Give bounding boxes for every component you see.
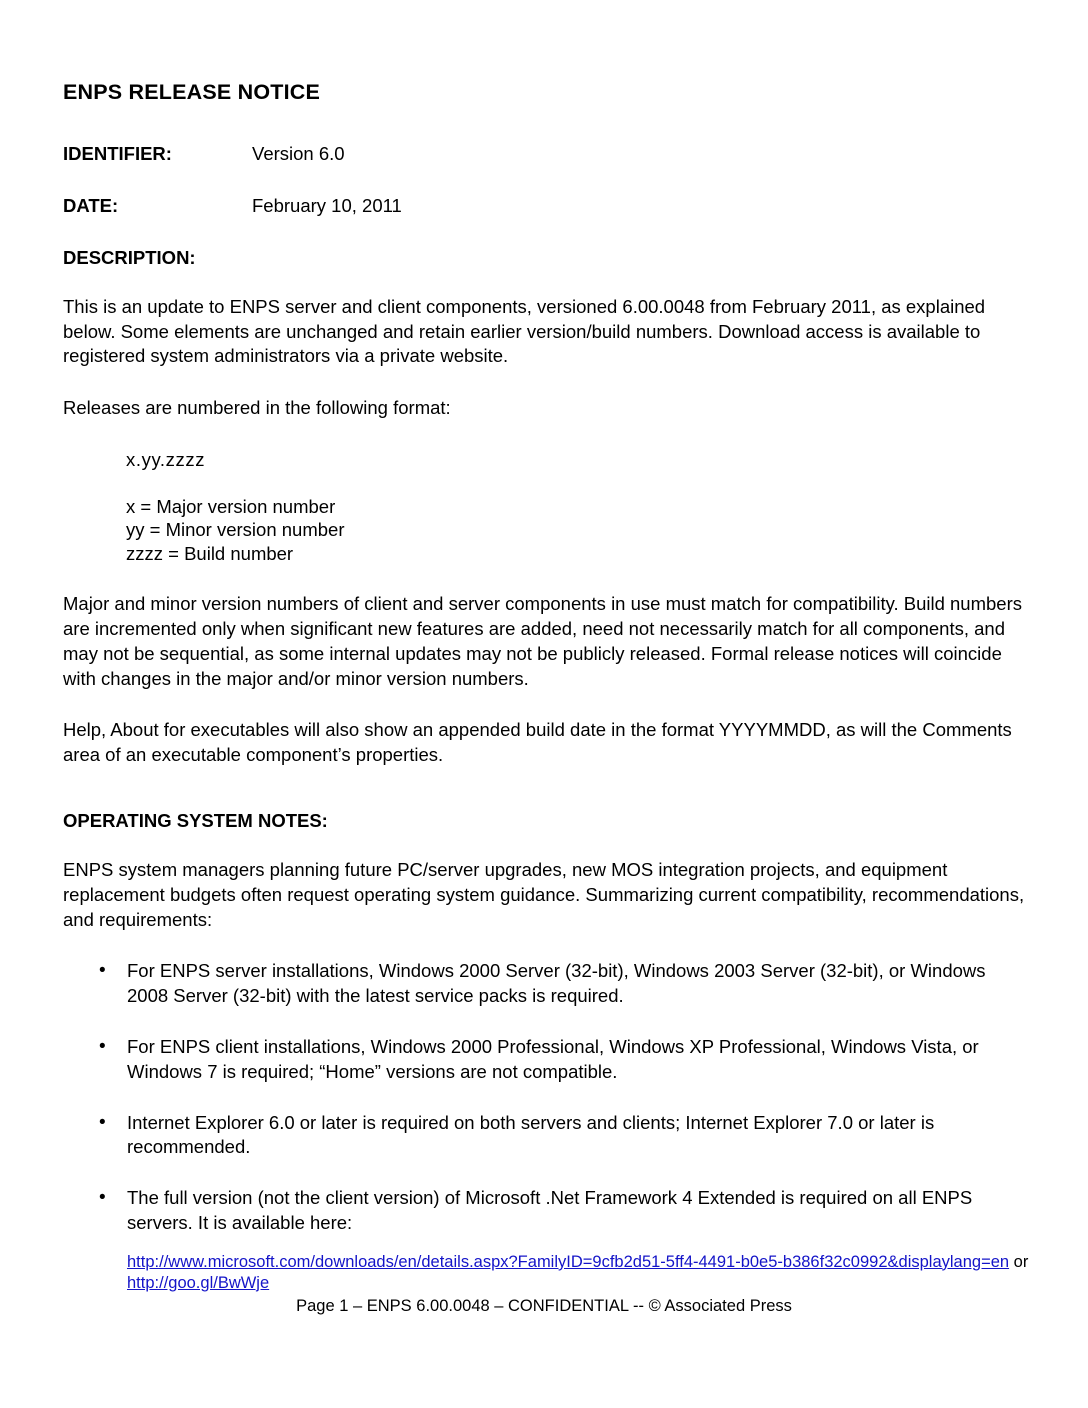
- bullet-icon: •: [99, 1111, 106, 1133]
- page-title: ENPS RELEASE NOTICE: [63, 80, 321, 104]
- list-item-text: For ENPS client installations, Windows 2000 Professional, Windows XP Professional, Windows Vista, or Windows 7 is required; “Home” versions are not compatible.: [127, 1036, 979, 1082]
- version-format-pattern: x.yy.zzzz: [126, 449, 206, 471]
- metadata-row-identifier: [63, 143, 1031, 165]
- list-item: [63, 1035, 1031, 1085]
- link-separator: or: [1009, 1252, 1029, 1271]
- date-value: February 10, 2011: [252, 194, 402, 216]
- list-item: [63, 1111, 1031, 1161]
- legend-line-minor: yy = Minor version number: [126, 519, 345, 541]
- version-format-block: [63, 448, 1031, 565]
- compatibility-paragraph: Major and minor version numbers of client and server components in use must match for compatibility. Build numbers are incremented only when significant new features are added, need not necessarily match for all components, and may not be sequential, as some internal updates may not be publicly released. Formal release notices will coincide with changes in the major and/or minor version numbers.: [63, 593, 1022, 689]
- identifier-value: Version 6.0: [252, 142, 345, 164]
- legend-line-major: x = Major version number: [126, 495, 336, 517]
- list-item-text: For ENPS server installations, Windows 2000 Server (32-bit), Windows 2003 Server (32-bit), or Windows 2008 Server (32-bit) with the latest service packs is required.: [127, 960, 986, 1007]
- bullet-icon: •: [99, 1036, 106, 1058]
- download-links: [127, 1252, 1031, 1294]
- os-requirements-list: [63, 959, 1031, 1293]
- list-item: [63, 1186, 1031, 1294]
- metadata-row-date: [63, 195, 1031, 217]
- bullet-icon: •: [99, 960, 106, 982]
- description-paragraph-2: Releases are numbered in the following format:: [63, 397, 451, 419]
- build-date-paragraph: Help, About for executables will also show an appended build date in the format YYYYMMDD, as will the Comments area of an executable component’s properties.: [63, 719, 1012, 766]
- legend-line-build: zzzz = Build number: [126, 542, 294, 564]
- list-item-text: The full version (not the client version) of Microsoft .Net Framework 4 Extended is required on all ENPS servers. It is available here:: [127, 1187, 973, 1233]
- bullet-icon: •: [99, 1187, 106, 1209]
- microsoft-download-link[interactable]: http://www.microsoft.com/downloads/en/details.aspx?FamilyID=9cfb2d51-5ff4-4491-b0e5-b386f32c0992&displaylang=en: [127, 1252, 1010, 1271]
- description-heading: DESCRIPTION:: [63, 246, 196, 268]
- document-body: [63, 80, 1031, 1320]
- list-item: [63, 959, 1031, 1009]
- os-notes-heading: OPERATING SYSTEM NOTES:: [63, 809, 328, 831]
- short-url-link[interactable]: http://goo.gl/BwWje: [127, 1273, 270, 1292]
- page-footer: Page 1 – ENPS 6.00.0048 – CONFIDENTIAL -- © Associated Press: [296, 1297, 792, 1315]
- description-paragraph-1: This is an update to ENPS server and client components, versioned 6.00.0048 from February 2011, as explained below. Some elements are unchanged and retain earlier version/build numbers. Download access is available to registered system administrators via a private website.: [63, 295, 986, 367]
- os-notes-intro: ENPS system managers planning future PC/server upgrades, new MOS integration projects, and equipment replacement budgets often request operating system guidance. Summarizing current compatibility, recommendations, and requirements:: [63, 859, 1025, 930]
- date-label: DATE:: [63, 194, 119, 216]
- list-item-text: Internet Explorer 6.0 or later is required on both servers and clients; Internet Explorer 7.0 or later is recommended.: [127, 1111, 935, 1158]
- version-format-legend: [126, 495, 1031, 565]
- identifier-label: IDENTIFIER:: [63, 142, 172, 164]
